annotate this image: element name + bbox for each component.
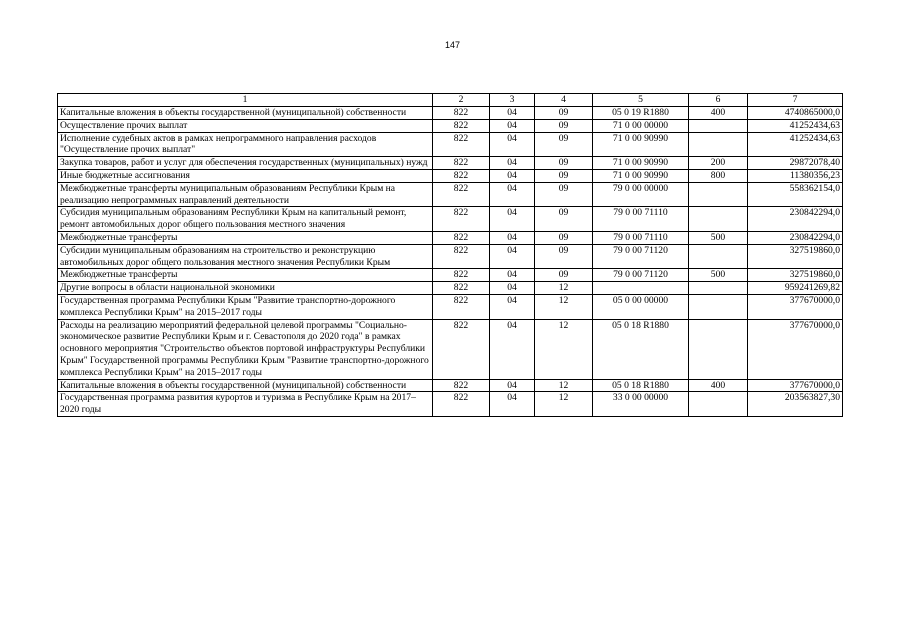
expense-type-cell — [689, 282, 748, 295]
ministry-code-cell: 822 — [433, 379, 490, 392]
section-code-cell: 04 — [490, 379, 535, 392]
ministry-code-cell: 822 — [433, 132, 490, 157]
section-code-cell: 04 — [490, 269, 535, 282]
ministry-code-cell: 822 — [433, 392, 490, 417]
amount-cell: 4740865000,0 — [748, 107, 843, 120]
row-name-cell: Капитальные вложения в объекты государственной (муниципальной) собственности — [58, 379, 433, 392]
subsection-code-cell: 12 — [535, 294, 593, 319]
subsection-code-cell: 09 — [535, 132, 593, 157]
table-row — [58, 107, 843, 120]
header-cell: 6 — [689, 94, 748, 107]
subsection-code-cell: 09 — [535, 244, 593, 269]
target-article-cell: 79 0 00 71110 — [593, 231, 689, 244]
ministry-code-cell: 822 — [433, 157, 490, 170]
subsection-code-cell: 09 — [535, 169, 593, 182]
expense-type-cell: 500 — [689, 269, 748, 282]
row-name-cell: Исполнение судебных актов в рамках непрограммного направления расходов "Осуществление прочих выплат" — [58, 132, 433, 157]
amount-cell: 959241269,82 — [748, 282, 843, 295]
expense-type-cell — [689, 319, 748, 379]
target-article-cell: 79 0 00 71110 — [593, 207, 689, 232]
ministry-code-cell: 822 — [433, 282, 490, 295]
expense-type-cell: 400 — [689, 107, 748, 120]
page-number: 147 — [444, 40, 461, 50]
subsection-code-cell: 12 — [535, 319, 593, 379]
row-name-cell: Субсидии муниципальным образованиям на строительство и реконструкцию автомобильных дорог общего пользования местного значения Республики Крым — [58, 244, 433, 269]
table-row — [58, 132, 843, 157]
ministry-code-cell: 822 — [433, 107, 490, 120]
row-name-cell: Субсидия муниципальным образованиям Республики Крым на капитальный ремонт, ремонт автомобильных дорог общего пользования местного значения — [58, 207, 433, 232]
table-row — [58, 282, 843, 295]
section-code-cell: 04 — [490, 119, 535, 132]
expense-type-cell: 800 — [689, 169, 748, 182]
row-name-cell: Капитальные вложения в объекты государственной (муниципальной) собственности — [58, 107, 433, 120]
target-article-cell: 05 0 18 R1880 — [593, 319, 689, 379]
expense-type-cell — [689, 119, 748, 132]
header-cell: 2 — [433, 94, 490, 107]
target-article-cell: 79 0 00 71120 — [593, 244, 689, 269]
table-row — [58, 269, 843, 282]
ministry-code-cell: 822 — [433, 244, 490, 269]
section-code-cell: 04 — [490, 231, 535, 244]
ministry-code-cell: 822 — [433, 319, 490, 379]
target-article-cell: 79 0 00 71120 — [593, 269, 689, 282]
subsection-code-cell: 09 — [535, 207, 593, 232]
header-cell: 4 — [535, 94, 593, 107]
row-name-cell: Межбюджетные трансферты — [58, 231, 433, 244]
ministry-code-cell: 822 — [433, 182, 490, 207]
subsection-code-cell: 09 — [535, 119, 593, 132]
amount-cell: 41252434,63 — [748, 132, 843, 157]
row-name-cell: Межбюджетные трансферты — [58, 269, 433, 282]
row-name-cell: Осуществление прочих выплат — [58, 119, 433, 132]
table-row — [58, 392, 843, 417]
ministry-code-cell: 822 — [433, 207, 490, 232]
table-row — [58, 119, 843, 132]
subsection-code-cell: 09 — [535, 107, 593, 120]
amount-cell: 41252434,63 — [748, 119, 843, 132]
expense-type-cell — [689, 182, 748, 207]
amount-cell: 377670000,0 — [748, 294, 843, 319]
amount-cell: 327519860,0 — [748, 244, 843, 269]
ministry-code-cell: 822 — [433, 294, 490, 319]
target-article-cell: 05 0 18 R1880 — [593, 379, 689, 392]
subsection-code-cell: 12 — [535, 379, 593, 392]
table-row — [58, 182, 843, 207]
target-article-cell: 33 0 00 00000 — [593, 392, 689, 417]
row-name-cell: Межбюджетные трансферты муниципальным образованиям Республики Крым на реализацию непрограммных направлений деятельности — [58, 182, 433, 207]
target-article-cell — [593, 282, 689, 295]
target-article-cell: 71 0 00 00000 — [593, 119, 689, 132]
row-name-cell: Закупка товаров, работ и услуг для обеспечения государственных (муниципальных) нужд — [58, 157, 433, 170]
subsection-code-cell: 09 — [535, 157, 593, 170]
target-article-cell: 05 0 00 00000 — [593, 294, 689, 319]
section-code-cell: 04 — [490, 182, 535, 207]
amount-cell: 377670000,0 — [748, 319, 843, 379]
header-row — [58, 94, 843, 107]
amount-cell: 558362154,0 — [748, 182, 843, 207]
ministry-code-cell: 822 — [433, 269, 490, 282]
table-row — [58, 244, 843, 269]
ministry-code-cell: 822 — [433, 119, 490, 132]
section-code-cell: 04 — [490, 319, 535, 379]
table-row — [58, 157, 843, 170]
section-code-cell: 04 — [490, 132, 535, 157]
subsection-code-cell: 09 — [535, 231, 593, 244]
subsection-code-cell: 12 — [535, 282, 593, 295]
amount-cell: 203563827,30 — [748, 392, 843, 417]
table-row — [58, 379, 843, 392]
header-cell: 1 — [58, 94, 433, 107]
section-code-cell: 04 — [490, 244, 535, 269]
target-article-cell: 05 0 19 R1880 — [593, 107, 689, 120]
subsection-code-cell: 09 — [535, 269, 593, 282]
section-code-cell: 04 — [490, 107, 535, 120]
expense-type-cell — [689, 244, 748, 269]
target-article-cell: 71 0 00 90990 — [593, 169, 689, 182]
section-code-cell: 04 — [490, 169, 535, 182]
table-row — [58, 231, 843, 244]
section-code-cell: 04 — [490, 157, 535, 170]
header-cell: 3 — [490, 94, 535, 107]
expense-type-cell: 400 — [689, 379, 748, 392]
amount-cell: 230842294,0 — [748, 231, 843, 244]
target-article-cell: 71 0 00 90990 — [593, 132, 689, 157]
expense-type-cell — [689, 392, 748, 417]
row-name-cell: Государственная программа развития курортов и туризма в Республике Крым на 2017–2020 годы — [58, 392, 433, 417]
amount-cell: 377670000,0 — [748, 379, 843, 392]
table-row — [58, 294, 843, 319]
amount-cell: 327519860,0 — [748, 269, 843, 282]
target-article-cell: 79 0 00 00000 — [593, 182, 689, 207]
expense-type-cell — [689, 294, 748, 319]
row-name-cell: Иные бюджетные ассигнования — [58, 169, 433, 182]
table-row — [58, 207, 843, 232]
amount-cell: 230842294,0 — [748, 207, 843, 232]
budget-table — [57, 93, 843, 417]
subsection-code-cell: 09 — [535, 182, 593, 207]
ministry-code-cell: 822 — [433, 169, 490, 182]
table-row — [58, 319, 843, 379]
expense-type-cell — [689, 207, 748, 232]
header-cell: 7 — [748, 94, 843, 107]
amount-cell: 11380356,23 — [748, 169, 843, 182]
section-code-cell: 04 — [490, 392, 535, 417]
header-cell: 5 — [593, 94, 689, 107]
section-code-cell: 04 — [490, 294, 535, 319]
table-row — [58, 169, 843, 182]
amount-cell: 29872078,40 — [748, 157, 843, 170]
subsection-code-cell: 12 — [535, 392, 593, 417]
ministry-code-cell: 822 — [433, 231, 490, 244]
expense-type-cell — [689, 132, 748, 157]
section-code-cell: 04 — [490, 282, 535, 295]
expense-type-cell: 200 — [689, 157, 748, 170]
row-name-cell: Другие вопросы в области национальной экономики — [58, 282, 433, 295]
section-code-cell: 04 — [490, 207, 535, 232]
target-article-cell: 71 0 00 90990 — [593, 157, 689, 170]
expense-type-cell: 500 — [689, 231, 748, 244]
row-name-cell: Государственная программа Республики Крым "Развитие транспортно-дорожного комплекса Республики Крым" на 2015–2017 годы — [58, 294, 433, 319]
row-name-cell: Расходы на реализацию мероприятий федеральной целевой программы "Социально-экономическое развитие Республики Крым и г. Севастополя до 2020 года" в рамках основного мероприятия "Строительство объектов портовой инфраструктуры Республики Крым" Государственной программы Республики Крым "Развитие транспортно-дорожного комплекса Республики Крым" на 2015–2017 годы — [58, 319, 433, 379]
